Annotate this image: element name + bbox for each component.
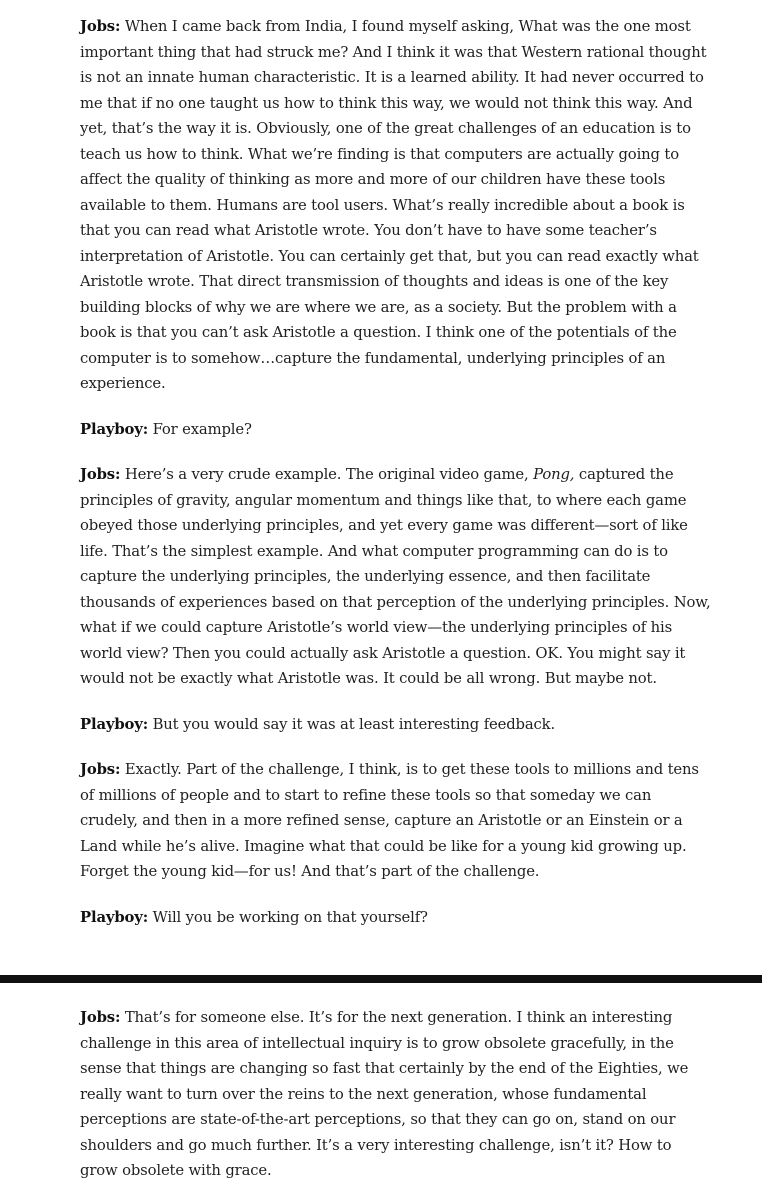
- speaker-label-jobs: Jobs:: [80, 18, 121, 35]
- interview-text-lower: [80, 1005, 712, 1200]
- speaker-label-jobs: Jobs:: [80, 761, 121, 778]
- interview-page-lower: [0, 983, 762, 1200]
- speaker-label-playboy: Playboy:: [80, 715, 149, 733]
- question-text: Will you be working on that yourself?: [152, 908, 428, 926]
- answer-text-part-1: Here’s a very crude example. The original video game,: [124, 466, 534, 483]
- speaker-label-jobs: Jobs:: [80, 466, 121, 483]
- answer-text: Exactly. Part of the challenge, I think, is to get these tools to millions and tens of millions of people and to start to refine these tools so that someday we can crudely, and then in a more refined sense, capture an Aristotle or an Einstein or a Land while he’s alive. Imagine what that could be like for a young kid growing up. Forget the young kid—for us! And that’s part of the challenge.: [80, 761, 699, 880]
- paragraph-jobs-answer-2: [80, 462, 712, 692]
- speaker-label-jobs: Jobs:: [80, 1009, 121, 1026]
- question-text: But you would say it was at least interesting feedback.: [152, 715, 556, 733]
- speaker-label-playboy: Playboy:: [80, 908, 149, 926]
- answer-text: That’s for someone else. It’s for the next generation. I think an interesting challenge in this area of intellectual inquiry is to grow obsolete gracefully, in the sense that things are changing so fast that certainly by the end of the Eighties, we really want to turn over the reins to the next generation, whose fundamental perceptions are state-of-the-art perceptions, so that they can go on, stand on our shoulders and go much further. It’s a very interesting challenge, isn’t it? How to grow obsolete with grace.: [80, 1009, 689, 1179]
- answer-text: When I came back from India, I found myself asking, What was the one most important thing that had struck me? And I think it was that Western rational thought is not an innate human characteristic. It is a learned ability. It had never occurred to me that if no one taught us how to think this way, we would not think this way. And yet, that’s the way it is. Obviously, one of the great challenges of an education is to teach us how to think. What we’re finding is that computers are actually going to affect the quality of thinking as more and more of our children have these tools available to them. Humans are tool users. What’s really incredible about a book is that you can read what Aristotle wrote. You don’t have to have some teacher’s interpretation of Aristotle. You can certainly get that, but you can read exactly what Aristotle wrote. That direct transmission of thoughts and ideas is one of the key building blocks of why we are where we are, as a society. But the problem with a book is that you can’t ask Aristotle a question. I think one of the potentials of the computer is to somehow…capture the fundamental, underlying principles of an experience.: [80, 18, 707, 392]
- answer-text-part-2: captured the principles of gravity, angular momentum and things like that, to where each game obeyed those underlying principles, and yet every game was different—sort of like life. That’s the simplest example. And what computer programming can do is to capture the underlying principles, the underlying essence, and then facilitate thousands of experiences based on that perception of the underlying principles. Now, what if we could capture Aristotle’s world view—the underlying principles of his world view? Then you could actually ask Aristotle a question. OK. You might say it would not be exactly what Aristotle was. It could be all wrong. But maybe not.: [80, 466, 711, 687]
- interview-text-upper: [80, 14, 712, 950]
- paragraph-playboy-question-3: [80, 905, 712, 931]
- paragraph-playboy-question-1: [80, 417, 712, 443]
- question-text: For example?: [152, 420, 252, 438]
- game-title-italic: Pong,: [533, 466, 575, 483]
- page-divider: [0, 975, 762, 983]
- paragraph-jobs-answer-4: [80, 1005, 712, 1184]
- paragraph-jobs-answer-3: [80, 757, 712, 885]
- paragraph-jobs-answer-1: [80, 14, 712, 397]
- paragraph-playboy-question-2: [80, 712, 712, 738]
- speaker-label-playboy: Playboy:: [80, 420, 149, 438]
